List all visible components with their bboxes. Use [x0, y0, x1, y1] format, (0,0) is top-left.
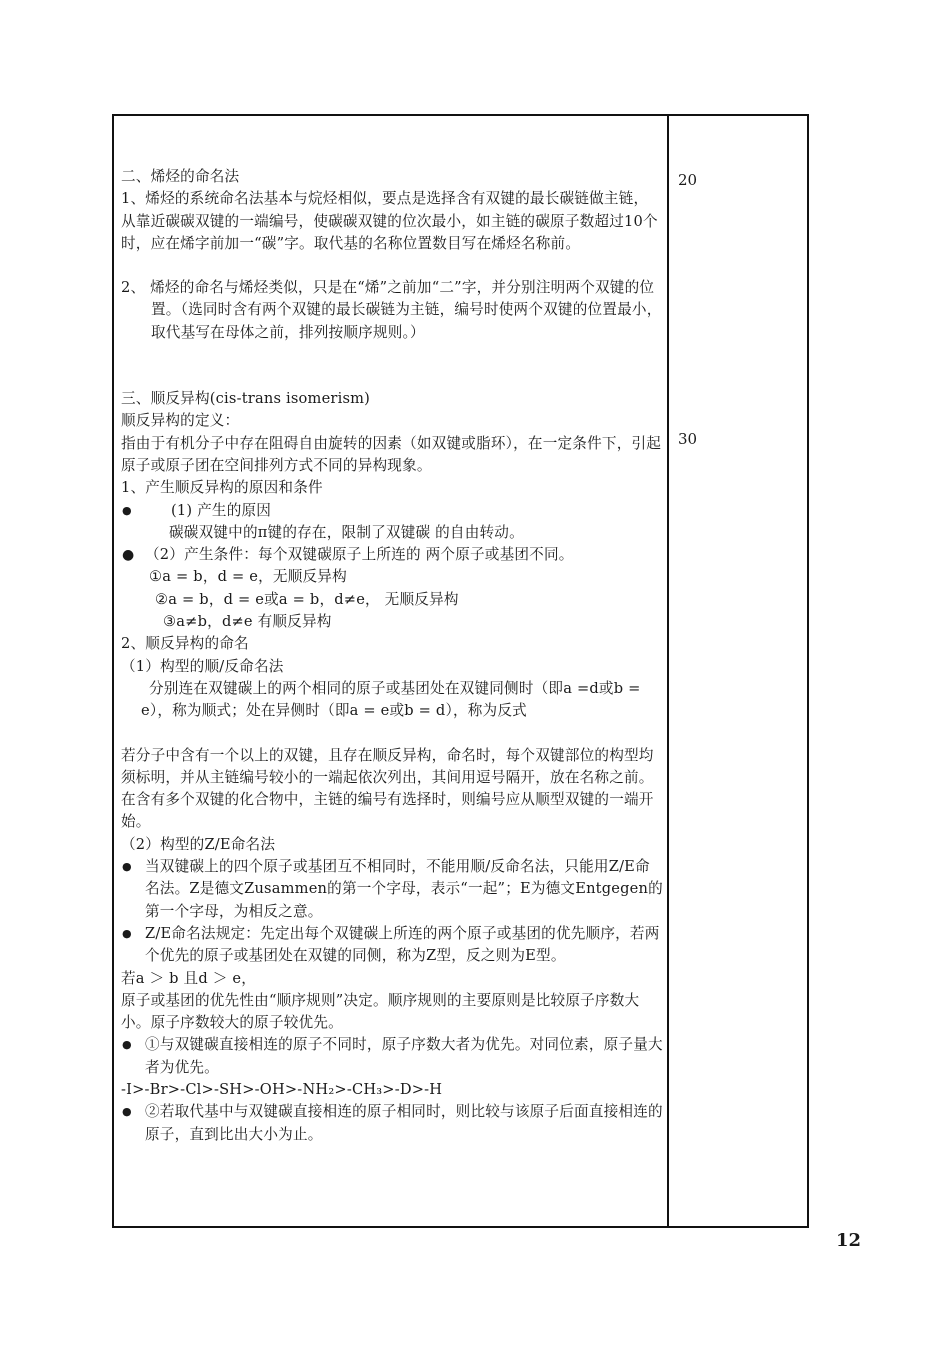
case-item: ②a = b，d = e或a = b，d≠e， 无顺反异构	[155, 590, 459, 608]
paragraph: 若a ＞ b 且d ＞ e，	[121, 969, 256, 987]
list-item: ● 当双键碳上的四个原子或基团互不相同时，不能用顺/反命名法，只能用Z/E命名法。Z是德文Zusammen的第一个字母，表示“一起”；E为德文Entgegen的第一个字母，为相反之意。	[121, 856, 663, 923]
subsection-title: （2）构型的Z/E命名法	[121, 835, 276, 853]
section-title-alkene-naming: 二、烯烃的命名法	[121, 168, 240, 185]
list-item: ● Z/E命名法规定：先定出每个双键碳上所连的两个原子或基团的优先顺序，若两个优先的原子或基团处在双键的同侧，称为Z型，反之则为E型。	[121, 923, 663, 968]
subsection-title: 2、顺反异构的命名	[121, 635, 249, 653]
paragraph: 在含有多个双键的化合物中，主链的编号有选择时，则编号应从顺型双键的一端开始。	[121, 791, 654, 831]
column-divider	[667, 114, 669, 1228]
priority-order: -I>-Br>-Cl>-SH>-OH>-NH₂>-CH₃>-D>-H	[121, 1080, 443, 1098]
paragraph: 1、烯烃的系统命名法基本与烷烃相似，要点是选择含有双键的最长碳链做主链，从靠近碳碳双键的一端编号，使碳碳双键的位次最小，如主链的碳原子数超过10个时，应在烯字前加一“碳”字。取代基的名称位置数目写在烯烃名称前。	[121, 190, 658, 252]
subsection-title: 1、产生顺反异构的原因和条件	[121, 479, 323, 497]
time-value: 30	[678, 430, 698, 448]
list-item: ● (1) 产生的原因	[121, 500, 663, 522]
time-value: 20	[678, 171, 698, 189]
content-cell	[121, 166, 663, 1146]
page-number: 12	[836, 1230, 862, 1251]
list-item: ● ②若取代基中与双键碳直接相连的原子相同时，则比较与该原子后面直接相连的原子，直到比出大小为止。	[121, 1101, 663, 1146]
section-title-cis-trans: 三、顺反异构(cis-trans isomerism)	[121, 390, 371, 408]
paragraph: 若分子中含有一个以上的双键，且存在顺反异构，命名时，每个双键部位的构型均须标明，并从主链编号较小的一端起依次列出，其间用逗号隔开，放在名称之前。	[121, 746, 654, 786]
paragraph: 碳碳双键中的π键的存在，限制了双键碳 的自由转动。	[169, 523, 524, 541]
list-item: ● （2）产生条件：每个双键碳原子上所连的 两个原子或基团不同。	[121, 544, 663, 566]
definition-text: 指由于有机分子中存在阻碍自由旋转的因素（如双键或脂环），在一定条件下，引起原子或原子团在空间排列方式不同的异构现象。	[121, 434, 662, 474]
case-item: ③a≠b，d≠e 有顺反异构	[163, 613, 332, 631]
definition-label: 顺反异构的定义：	[121, 412, 240, 430]
paragraph: 原子或基团的优先性由“顺序规则”决定。顺序规则的主要原则是比较原子序数大小。原子序数较大的原子较优先。	[121, 991, 640, 1032]
paragraph: 分别连在双键碳上的两个相同的原子或基团处在双键同侧时（即a =d或b = e），称为顺式；处在异侧时（即a = e或b = d），称为反式	[141, 679, 641, 720]
case-item: ①a = b，d = e，无顺反异构	[149, 568, 347, 586]
list-item: ● ①与双键碳直接相连的原子不同时，原子序数大者为优先。对同位素，原子量大者为优先。	[121, 1034, 663, 1079]
subsection-title: （1）构型的顺/反命名法	[121, 657, 284, 675]
paragraph: 2、 烯烃的命名与烯烃类似，只是在“烯”之前加“二”字，并分别注明两个双键的位置。（选同时含有两个双键的最长碳链为主链，编号时使两个双键的位置最小，取代基写在母体之前，排列按顺序规则。）	[121, 279, 662, 341]
